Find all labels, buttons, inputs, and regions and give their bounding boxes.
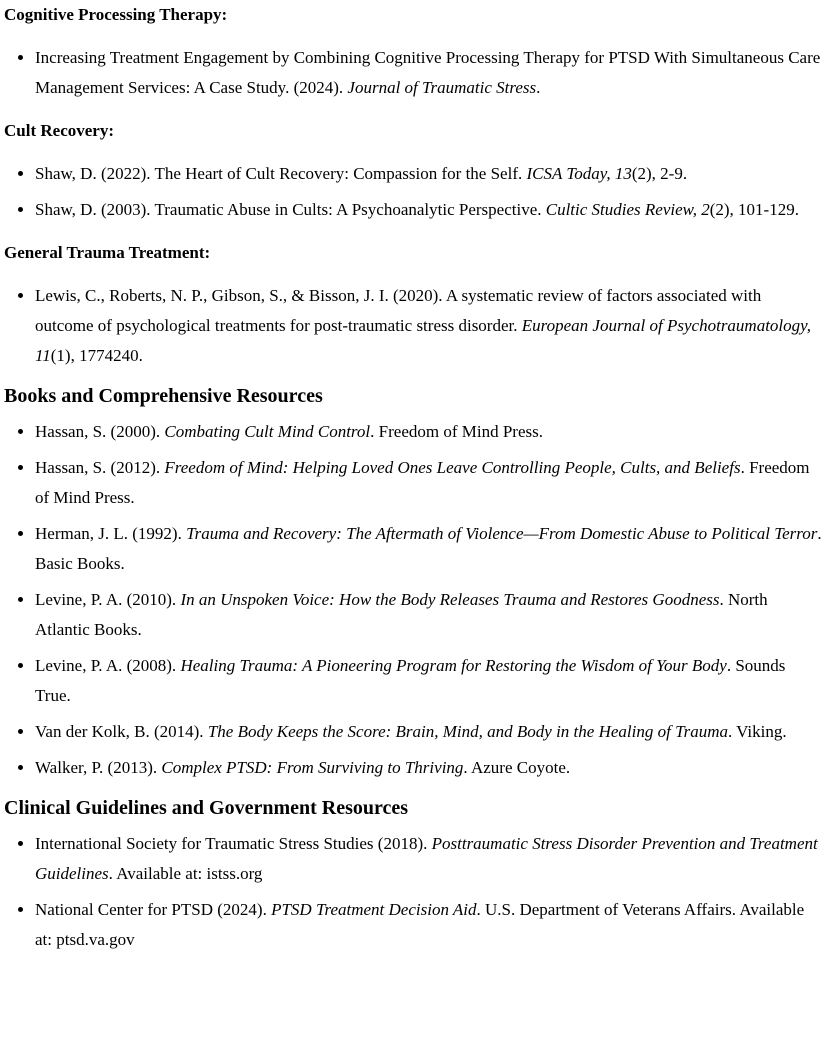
reference-item	[35, 281, 822, 371]
subsection-heading-general-trauma-treatment: General Trauma Treatment:	[4, 243, 211, 262]
reference-text: . Viking.	[727, 722, 787, 741]
reference-item	[35, 829, 822, 889]
reference-title: European Journal of Psychotraumatology, 11	[35, 316, 812, 365]
reference-title: Healing Trauma: A Pioneering Program for Restoring the Wisdom of Your Body	[180, 656, 727, 675]
reference-item	[35, 519, 822, 579]
reference-text: Shaw, D. (2003). Traumatic Abuse in Cults: A Psychoanalytic Perspective.	[35, 200, 546, 219]
reference-item	[35, 417, 822, 447]
reference-text: . Available at: istss.org	[108, 864, 263, 883]
reference-title: Posttraumatic Stress Disorder Prevention and Treatment Guidelines	[35, 834, 818, 883]
reference-text: . U.S. Department of Veterans Affairs. Available at: ptsd.va.gov	[35, 900, 805, 949]
reference-text: Walker, P. (2013).	[35, 758, 162, 777]
reference-title: ICSA Today, 13	[526, 164, 632, 183]
reference-title: Complex PTSD: From Surviving to Thriving	[161, 758, 464, 777]
reference-list	[4, 159, 822, 225]
reference-item	[35, 159, 822, 189]
section-heading-clinical-guidelines: Clinical Guidelines and Government Resources	[4, 797, 409, 819]
reference-text: (2), 101-129.	[709, 200, 799, 219]
reference-text: . Freedom of Mind Press.	[370, 422, 543, 441]
reference-text: . Sounds True.	[35, 656, 786, 705]
reference-title: In an Unspoken Voice: How the Body Releases Trauma and Restores Goodness	[180, 590, 720, 609]
reference-item	[35, 651, 822, 711]
reference-text: .	[536, 78, 541, 97]
reference-item	[35, 895, 822, 955]
reference-text: Lewis, C., Roberts, N. P., Gibson, S., & Bisson, J. I. (2020). A systematic review of factors associated with outcome of psychological treatments for post-traumatic stress disorder.	[35, 286, 762, 335]
reference-text: National Center for PTSD (2024).	[35, 900, 272, 919]
reference-text: Shaw, D. (2022). The Heart of Cult Recovery: Compassion for the Self.	[35, 164, 527, 183]
reference-text: . Azure Coyote.	[463, 758, 571, 777]
reference-title: Trauma and Recovery: The Aftermath of Violence—From Domestic Abuse to Political Terror	[186, 524, 818, 543]
reference-text: . Basic Books.	[35, 524, 822, 573]
reference-text: Hassan, S. (2012).	[35, 458, 165, 477]
reference-text: Increasing Treatment Engagement by Combining Cognitive Processing Therapy for PTSD With Simultaneous Care Management Services: A Case Study. (2024).	[35, 48, 821, 97]
reference-title: Combating Cult Mind Control	[164, 422, 371, 441]
reference-list	[4, 43, 822, 103]
reference-text: (1), 1774240.	[50, 346, 143, 365]
reference-title: The Body Keeps the Score: Brain, Mind, and Body in the Healing of Trauma	[207, 722, 728, 741]
section-heading-books: Books and Comprehensive Resources	[4, 385, 323, 407]
subsection-heading-cult-recovery: Cult Recovery:	[4, 121, 114, 140]
reference-item	[35, 717, 822, 747]
reference-list	[4, 417, 822, 783]
reference-title: Cultic Studies Review, 2	[545, 200, 710, 219]
reference-title: PTSD Treatment Decision Aid	[271, 900, 477, 919]
reference-item	[35, 195, 822, 225]
reference-text: International Society for Traumatic Stress Studies (2018).	[35, 834, 432, 853]
reference-title: Freedom of Mind: Helping Loved Ones Leave Controlling People, Cults, and Beliefs	[164, 458, 741, 477]
reference-item	[35, 585, 822, 645]
reference-text: (2), 2-9.	[631, 164, 688, 183]
reference-text: . Freedom of Mind Press.	[35, 458, 810, 507]
reference-text: . North Atlantic Books.	[35, 590, 768, 639]
reference-text: Van der Kolk, B. (2014).	[35, 722, 208, 741]
reference-title: Journal of Traumatic Stress	[347, 78, 537, 97]
reference-text: Hassan, S. (2000).	[35, 422, 165, 441]
reference-list	[4, 281, 822, 371]
reference-text: Levine, P. A. (2010).	[35, 590, 181, 609]
reference-item	[35, 43, 822, 103]
reference-list	[4, 829, 822, 955]
reference-item	[35, 753, 822, 783]
reference-text: Herman, J. L. (1992).	[35, 524, 187, 543]
reference-item	[35, 453, 822, 513]
reference-text: Levine, P. A. (2008).	[35, 656, 181, 675]
subsection-heading-cognitive-processing-therapy: Cognitive Processing Therapy:	[4, 5, 228, 24]
